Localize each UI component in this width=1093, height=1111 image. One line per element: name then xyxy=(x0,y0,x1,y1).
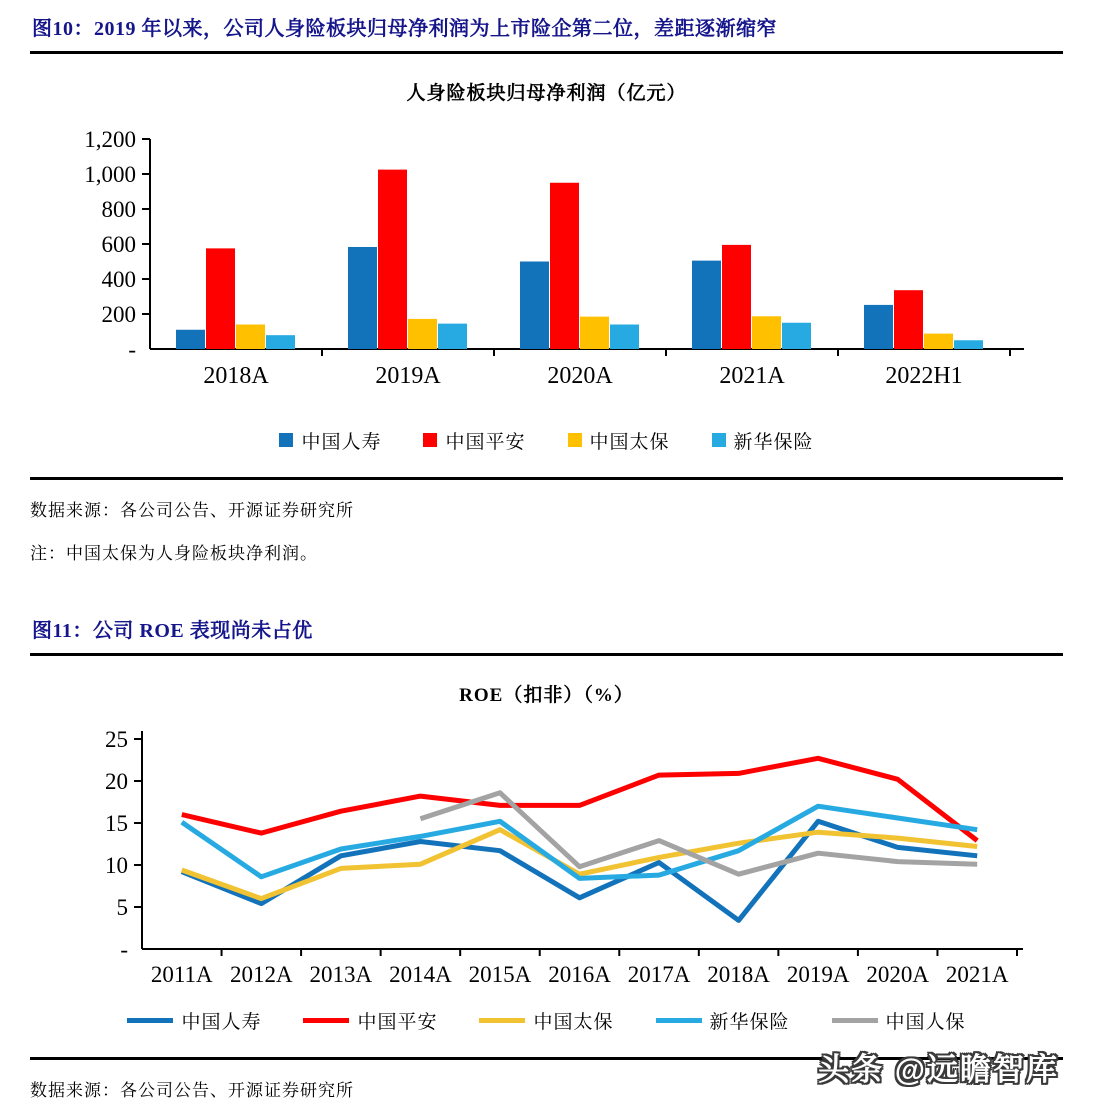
legend-item-line-1 xyxy=(303,1007,437,1034)
svg-text:2017A: 2017A xyxy=(627,962,690,987)
svg-text:2020A: 2020A xyxy=(546,363,613,389)
legend-swatch-icon xyxy=(568,433,582,447)
legend-swatch-icon xyxy=(712,433,726,447)
legend-swatch-icon xyxy=(479,1018,525,1023)
figure10-source: 数据来源：各公司公告、开源证券研究所 xyxy=(30,501,354,520)
figure11-chart-title: ROE（扣非）（%） xyxy=(459,685,634,706)
svg-text:-: - xyxy=(127,337,136,362)
figure11-header: 图11：公司 ROE 表现尚未占优 xyxy=(30,610,1063,656)
figure10-bottom-rule xyxy=(30,477,1063,480)
svg-text:2019A: 2019A xyxy=(374,363,441,389)
legend-item-bar-0 xyxy=(279,427,381,454)
svg-text:2022H1: 2022H1 xyxy=(884,363,963,389)
svg-text:20: 20 xyxy=(104,769,128,794)
legend-label: 中国太保 xyxy=(589,431,670,453)
legend-item-line-4 xyxy=(832,1007,966,1034)
legend-swatch-icon xyxy=(656,1018,702,1023)
legend-swatch-icon xyxy=(832,1018,878,1023)
legend-label: 中国人寿 xyxy=(181,1011,262,1033)
svg-text:2018A: 2018A xyxy=(706,962,770,987)
svg-text:800: 800 xyxy=(101,197,136,222)
svg-text:1,000: 1,000 xyxy=(83,162,136,187)
svg-text:10: 10 xyxy=(104,853,128,878)
svg-text:2016A: 2016A xyxy=(547,962,611,987)
figure11-section xyxy=(30,610,1063,1101)
svg-text:2012A: 2012A xyxy=(229,962,293,987)
legend-label: 中国平安 xyxy=(445,431,526,453)
figure10-header: 图10：2019 年以来，公司人身险板块归母净利润为上市险企第二位，差距逐渐缩窄 xyxy=(30,8,1063,54)
svg-text:2014A: 2014A xyxy=(388,962,452,987)
legend-label: 中国人保 xyxy=(885,1011,966,1033)
svg-text:2011A: 2011A xyxy=(150,962,213,987)
svg-text:2019A: 2019A xyxy=(786,962,849,987)
svg-text:2015A: 2015A xyxy=(468,962,531,987)
svg-text:200: 200 xyxy=(101,302,136,327)
legend-item-line-2 xyxy=(479,1007,613,1034)
legend-swatch-icon xyxy=(279,433,293,447)
bar-chart-net-profit xyxy=(32,109,1062,421)
line-chart-roe xyxy=(32,711,1062,1001)
svg-text:600: 600 xyxy=(101,232,136,257)
svg-text:-: - xyxy=(119,937,128,962)
legend-label: 新华保险 xyxy=(709,1011,790,1033)
figure10-note: 注：中国太保为人身险板块净利润。 xyxy=(30,544,318,563)
svg-text:2020A: 2020A xyxy=(865,962,929,987)
figure10-section xyxy=(30,8,1063,564)
figure11-legend xyxy=(30,1003,1063,1037)
figure11-source: 数据来源：各公司公告、开源证券研究所 xyxy=(30,1081,354,1100)
legend-item-bar-2 xyxy=(568,427,670,454)
legend-label: 中国太保 xyxy=(533,1011,614,1033)
legend-item-bar-1 xyxy=(423,427,525,454)
legend-swatch-icon xyxy=(303,1018,349,1023)
svg-text:2013A: 2013A xyxy=(309,962,372,987)
legend-item-line-3 xyxy=(656,1007,790,1034)
svg-text:2021A: 2021A xyxy=(945,962,1009,987)
legend-label: 中国平安 xyxy=(357,1011,438,1033)
legend-label: 中国人寿 xyxy=(301,431,382,453)
legend-item-bar-3 xyxy=(712,427,814,454)
svg-text:25: 25 xyxy=(104,727,128,752)
svg-text:1,200: 1,200 xyxy=(83,127,136,152)
legend-swatch-icon xyxy=(127,1018,173,1023)
svg-text:5: 5 xyxy=(116,895,128,920)
figure10-chart-title: 人身险板块归母净利润（亿元） xyxy=(406,83,687,104)
svg-text:400: 400 xyxy=(101,267,136,292)
watermark-toutiao-yuanzhan: 头条 @远瞻智库 xyxy=(818,1052,1059,1087)
legend-swatch-icon xyxy=(423,433,437,447)
bottom-row xyxy=(30,1052,1063,1101)
legend-label: 新华保险 xyxy=(733,431,814,453)
svg-text:2021A: 2021A xyxy=(718,363,785,389)
legend-item-line-0 xyxy=(127,1007,261,1034)
svg-text:2018A: 2018A xyxy=(202,363,269,389)
figure10-legend xyxy=(30,423,1063,457)
svg-text:15: 15 xyxy=(104,811,128,836)
